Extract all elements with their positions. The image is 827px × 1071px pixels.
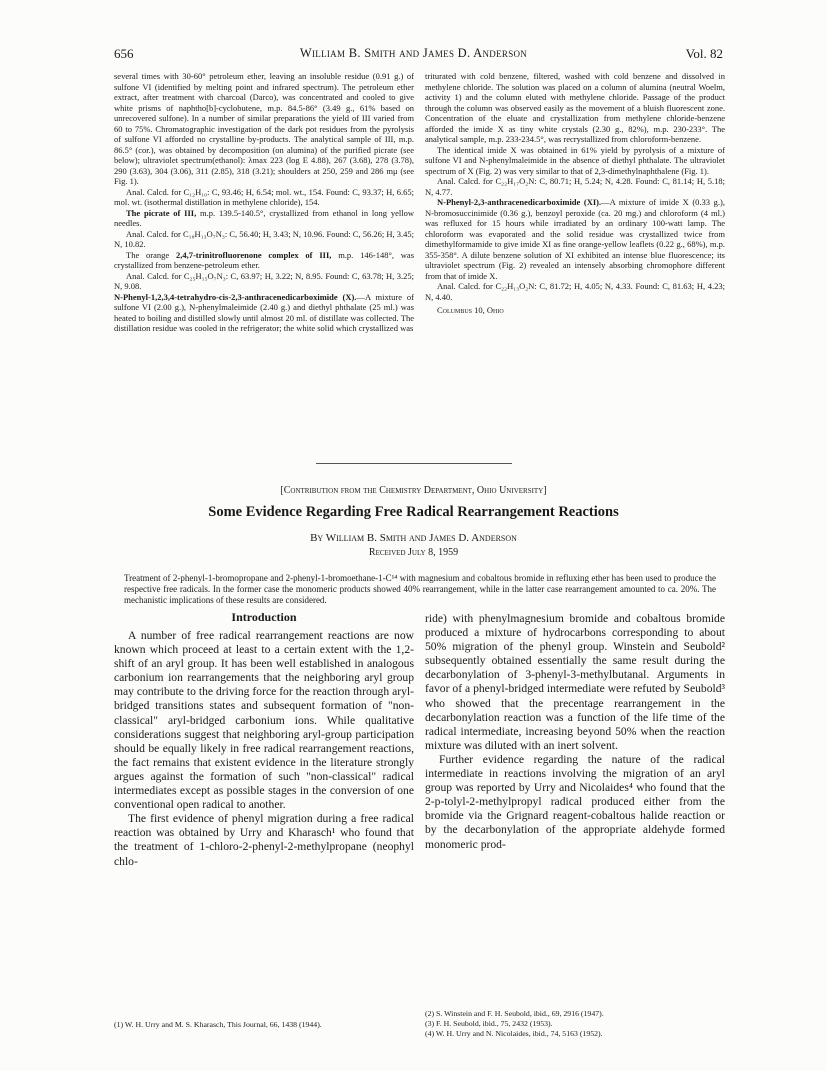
section-divider	[316, 463, 512, 464]
analysis-paragraph: Anal. Calcd. for C₁₈H₁₃O₇N₃: C, 56.40; H, 3.43; N, 10.96. Found: C, 56.26; H, 3.45; N, 10.82.	[114, 228, 414, 249]
location: Columbus 10, Ohio	[437, 305, 504, 315]
footnote: (1) W. H. Urry and M. S. Kharasch, This Journal, 66, 1438 (1944).	[114, 1020, 322, 1029]
page-number: 656	[114, 46, 134, 61]
paragraph: The identical imide X was obtained in 61% yield by pyrolysis of a mixture of sulfone VI and N-phenylmaleimide in the absence of diethyl phthalate. The ultraviolet spectrum of X (Fig. 2) was very similar to that of 2,3-dimethylnaphthalene (Fig. 1).	[425, 144, 725, 176]
paragraph: several times with 30-60° petroleum ether, leaving an insoluble residue (0.91 g.) of sulfone VI (identified by melting point and infrared spectrum). The petroleum ether extract, after treatment with charcoal (Darco), was concentrated and cooled to give white prisms of naphtho[b]-cyclobutene, m.p. 84.5-86° (3.49 g., 61% based on unrecovered sulfone). In a number of similar preparations the yield of III varied from 60 to 75%. Chromatographic investigation of the dark pot residues from the pyrolysis of sulfone VI afforded no crystalline by-products. The analytical sample of III, m.p. 86.5° (cor.), was obtained by decomposition (on alumina) of the purified picrate (see below); ultraviolet spectrum(ethanol): λmax 223 (log E 4.88), 267 (3.68), 278 (3.78), 290 (3.63), 304 (3.06), 311 (2.85), 318 (3.21); shoulders at 250, 259 and 286 mμ (see Fig. 1).	[114, 71, 414, 186]
body-right-column	[425, 612, 725, 852]
analysis-paragraph: Anal. Calcd. for C₂₅H₁₅O₇N₃: C, 63.97; H, 3.22; N, 8.95. Found: C, 63.78; H, 3.25; N, 9.08.	[114, 270, 414, 291]
paragraph-text: m.p. 139.5-140.5°, crystallized from ethanol in long yellow needles.	[114, 207, 414, 228]
analysis-paragraph: Anal. Calcd. for C₁₂H₁₀: C, 93.46; H, 6.54; mol. wt., 154. Found: C, 93.37; H, 6.65; mol. wt. (isothermal distillation in methylene chloride), 154.	[114, 186, 414, 207]
paragraph	[425, 197, 725, 281]
analysis-paragraph: Anal. Calcd. for C₂₂H₁₇O₂N: C, 80.71; H, 5.24; N, 4.28. Found: C, 81.14; H, 5.18; N, 4.77.	[425, 176, 725, 197]
compound-name: N-Phenyl-2,3-anthracenedicarboximide (XI).	[437, 197, 602, 207]
paragraph	[114, 250, 414, 271]
running-title: William B. Smith and James D. Anderson	[299, 46, 528, 60]
analysis-paragraph: Anal. Calcd. for C₂₂H₁₃O₂N: C, 81.72; H, 4.05; N, 4.33. Found: C, 81.63; H, 4.23; N, 4.40.	[425, 281, 725, 302]
contribution-line: [Contribution from the Chemistry Department, Ohio University]	[280, 485, 547, 496]
footnotes-right	[425, 1009, 725, 1039]
paragraph: A number of free radical rearrangement reactions are now known which proceed at least to a certain extent with the 1,2-shift of an aryl group. It has been well established in analogous carbonium ion rearrangements that the neighboring aryl group may contribute to the driving force for the reaction through aryl-bridged transitions states and subsequent formation of "non-classical" aryl-bridged carbonium ions. While qualitative considerations suggest that neighboring aryl-group participation should be equally likely in free radical rearrangement reactions, the fact remains that existent evidence in the literature strongly argues against the formation of such "non-classical" radical intermediates except as possible stages in the conversion of one conventional open radical to another.	[114, 629, 414, 812]
compound-name: The picrate of III,	[126, 207, 197, 218]
authors: By William B. Smith and James D. Anderson	[310, 532, 517, 544]
paragraph-text: m.p. 146-148°, was crystallized from benzene-petroleum ether.	[114, 249, 414, 270]
footnotes-left	[114, 1020, 414, 1030]
received-date: Received July 8, 1959	[368, 547, 459, 558]
volume-label: Vol. 82	[685, 46, 723, 61]
footnote: (4) W. H. Urry and N. Nicolaides, ibid., 74, 5163 (1952).	[425, 1029, 603, 1038]
paragraph: The first evidence of phenyl migration during a free radical reaction was obtained by Urry and Kharasch¹ who found that the treatment of 1-chloro-2-phenyl-2-methylpropane (neophyl chlo-	[114, 812, 414, 868]
article-title: Some Evidence Regarding Free Radical Rearrangement Reactions	[208, 504, 619, 520]
body-left-column	[114, 629, 414, 869]
compound-name: N-Phenyl-1,2,3,4-tetrahydro-cis-2,3-anthracenedicarboximide (X).	[114, 291, 357, 302]
paragraph-text: —A mixture of imide X (0.33 g.), N-bromosuccinimide (0.36 g.), benzoyl peroxide (ca. 20 mg.) and chloroform (4 ml.) was refluxed for 15 hours while irradiated by an ordinary 100-watt lamp. The chloroform was evaporated and the solid residue was crystallized twice from dimethylformamide to give imide XI as fine orange-yellow leaflets (0.22 g., 68%), m.p. 355-358°. A dilute benzene solution of XI exhibited an intense blue fluorescence; its ultraviolet spectrum (Fig. 2) revealed an intensely absorbing chromophore different from that of imide X.	[425, 197, 725, 281]
paragraph: ride) with phenylmagnesium bromide and cobaltous bromide produced a mixture of hydrocarbons corresponding to about 50% migration of the phenyl group. Winstein and Seubold² subsequently obtained essentially the same result during the decarbonylation of 3-phenyl-3-methylbutanal. Arguments in favor of a phenyl-bridged intermediate were refuted by Seubold³ who showed that the precentage rearrangement in the decarbonylation reaction was a function of the life time of the radical intermediate, increasing beyond 50% when the reaction mixture was diluted with an inert solvent.	[425, 612, 725, 752]
abstract: Treatment of 2-phenyl-1-bromopropane and 2-phenyl-1-bromoethane-1-C¹⁴ with magnesium and cobaltous bromide in refluxing ether has been used to produce the respective free radicals. In the former case the monomeric products showed 40% rearrangement, while in the latter case rearrangement amounted to ca. 20%. The mechanistic implications of these results are considered.	[124, 573, 716, 605]
experimental-right-column	[425, 71, 725, 316]
footnote: (2) S. Winstein and F. H. Seubold, ibid., 69, 2916 (1947).	[425, 1009, 604, 1018]
compound-name: 2,4,7-trinitrofluorenone complex of III,	[175, 249, 332, 260]
paragraph-text: —A mixture of sulfone VI (2.00 g.), N-phenylmaleimide (2.40 g.) and diethyl phthalate (25 ml.) was heated to boiling and distilled slowly until almost 20 ml. of distillate was collected. The distillation residue was cooled in the refrigerator; the white solid which crystallized was	[114, 291, 414, 333]
paragraph	[114, 292, 414, 334]
footnote: (3) F. H. Seubold, ibid., 75, 2432 (1953).	[425, 1019, 553, 1028]
section-heading: Introduction	[231, 610, 297, 624]
paragraph	[114, 208, 414, 229]
experimental-left-column	[114, 71, 414, 334]
paragraph: Further evidence regarding the nature of the radical intermediate in reactions involving the migration of an aryl group was reported by Urry and Nicolaides⁴ who found that the 2-p-tolyl-2-methylpropyl radical produced either from the bromide via the Grignard reagent-cobaltous halide reaction or by the decarbonylation of the appropriate aldehyde formed monomeric prod-	[425, 752, 725, 851]
paragraph: triturated with cold benzene, filtered, washed with cold benzene and dissolved in methylene chloride. The solution was placed on a column of alumina (neutral Woelm, activity 1) and the column eluted with methylene chloride. Passage of the product through the column was observed easily as the movement of a bluish fluorescent zone. Concentration of the eluate and crystallization from methylene chloride-benzene afforded the imide X as tiny white crystals (2.30 g., 82%), m.p. 230-233°. The analytical sample, m.p. 233-234.5°, was recrystallized from chloroform-benzene.	[425, 71, 725, 144]
paragraph-text: The orange	[126, 249, 176, 260]
